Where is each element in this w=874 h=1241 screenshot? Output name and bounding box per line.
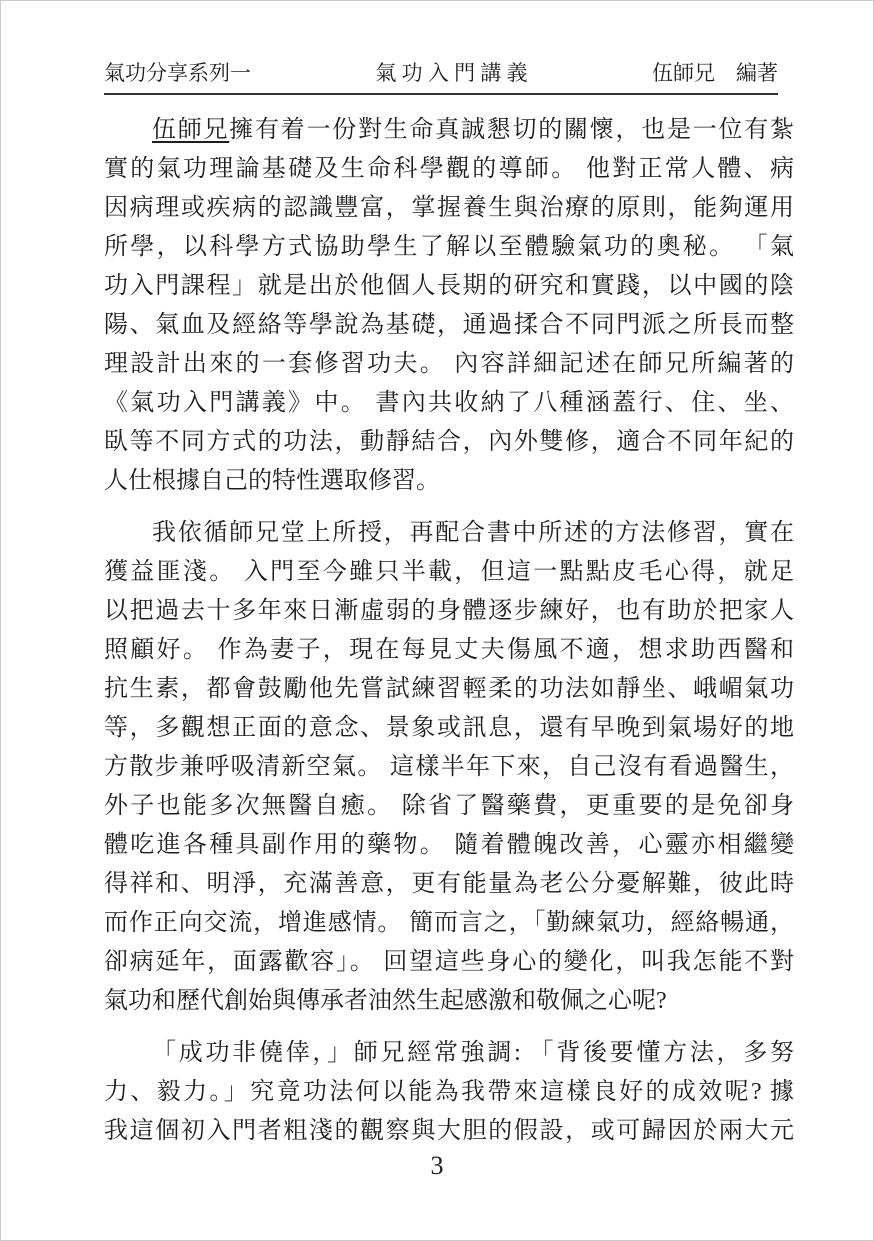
page-footer [1,1151,873,1181]
text-line: 我這個初入門者粗淺的觀察與大胆的假設，或可歸因於兩大元 [104,1118,794,1144]
text-line: 而作正向交流，增進感情。 簡而言之，「勤練氣功，經絡暢通， [104,910,794,936]
paragraph-lines [104,150,794,501]
text-line: 得祥和、明淨，充滿善意，更有能量為老公分憂解難，彼此時 [104,871,794,897]
text-line: 陽、氣血及經絡等學說為基礎，通過揉合不同門派之所長而整 [104,312,794,338]
text-line: 照顧好。 作為妻子，現在每見丈夫傷風不適，想求助西醫和 [104,637,794,663]
text-line: 理設計出來的一套修習功夫。 內容詳細記述在師兄所編著的 [104,351,794,377]
paragraph-1 [104,111,794,501]
text-line: 外子也能多次無醫自癒。 除省了醫藥費，更重要的是免卻身 [104,793,794,819]
header-title: 氣 功 入 門 講 義 [375,61,528,85]
text-line: 方散步兼呼吸清新空氣。 這樣半年下來，自己沒有看過醫生， [104,754,794,780]
header-rule [104,93,778,95]
text-line: 《氣功入門講義》中。 書內共收納了八種涵蓋行、住、坐、 [104,390,794,416]
text-line: 人仕根據自己的特性選取修習。 [104,468,440,494]
page-header [104,1,778,86]
paragraph-2 [104,514,794,1021]
text-line: 我依循師兄堂上所授，再配合書中所述的方法修習，實在 [152,520,794,546]
text-line: 氣功和歷代創始與傳承者油然生起感激和敬佩之心呢? [104,988,667,1014]
text-line: 以把過去十多年來日漸虛弱的身體逐步練好，也有助於把家人 [104,598,794,624]
text-line: 「成功非僥倖，」師兄經常強調: 「背後要懂方法，多努 [152,1040,794,1066]
text-line: 體吃進各種具副作用的藥物。 隨着體魄改善，心靈亦相繼變 [104,832,794,858]
text-line: 抗生素，都會鼓勵他先嘗試練習輕柔的功法如靜坐、峨嵋氣功 [104,676,794,702]
paragraph-3 [104,1034,794,1151]
underlined-author-name: 伍師兄 [152,117,230,143]
page-number: 3 [430,1151,444,1180]
text-line: 所學，以科學方式協助學生了解以至體驗氣功的奧秘。 「氣 [104,234,794,260]
header-author: 伍師兄 編著 [652,61,778,85]
text-line: 等，多觀想正面的意念、景象或訊息，還有早晚到氣場好的地 [104,715,794,741]
text-line: 力、毅力。」究竟功法何以能為我帶來這樣良好的成效呢? 據 [104,1079,794,1105]
text-line [104,111,794,150]
document-body [104,111,794,1151]
paragraph-lines [104,1034,794,1151]
text-line: 獲益匪淺。 入門至今雖只半載，但這一點點皮毛心得，就足 [104,559,794,585]
text-line: 功入門課程」就是出於他個人長期的研究和實踐，以中國的陰 [104,273,794,299]
text-line: 卻病延年，面露歡容」。 回望這些身心的變化，叫我怎能不對 [104,949,794,975]
text-span: 擁有着一份對生命真誠懇切的關懷，也是一位有紮 [229,117,794,143]
text-line: 臥等不同方式的功法，動靜結合，內外雙修，適合不同年紀的 [104,429,794,455]
paragraph-lines [104,514,794,1021]
header-series: 氣功分享系列一 [104,61,251,85]
text-line: 實的氣功理論基礎及生命科學觀的導師。 他對正常人體、病 [104,156,794,182]
text-line: 因病理或疾病的認識豐富，掌握養生與治療的原則，能夠運用 [104,195,794,221]
